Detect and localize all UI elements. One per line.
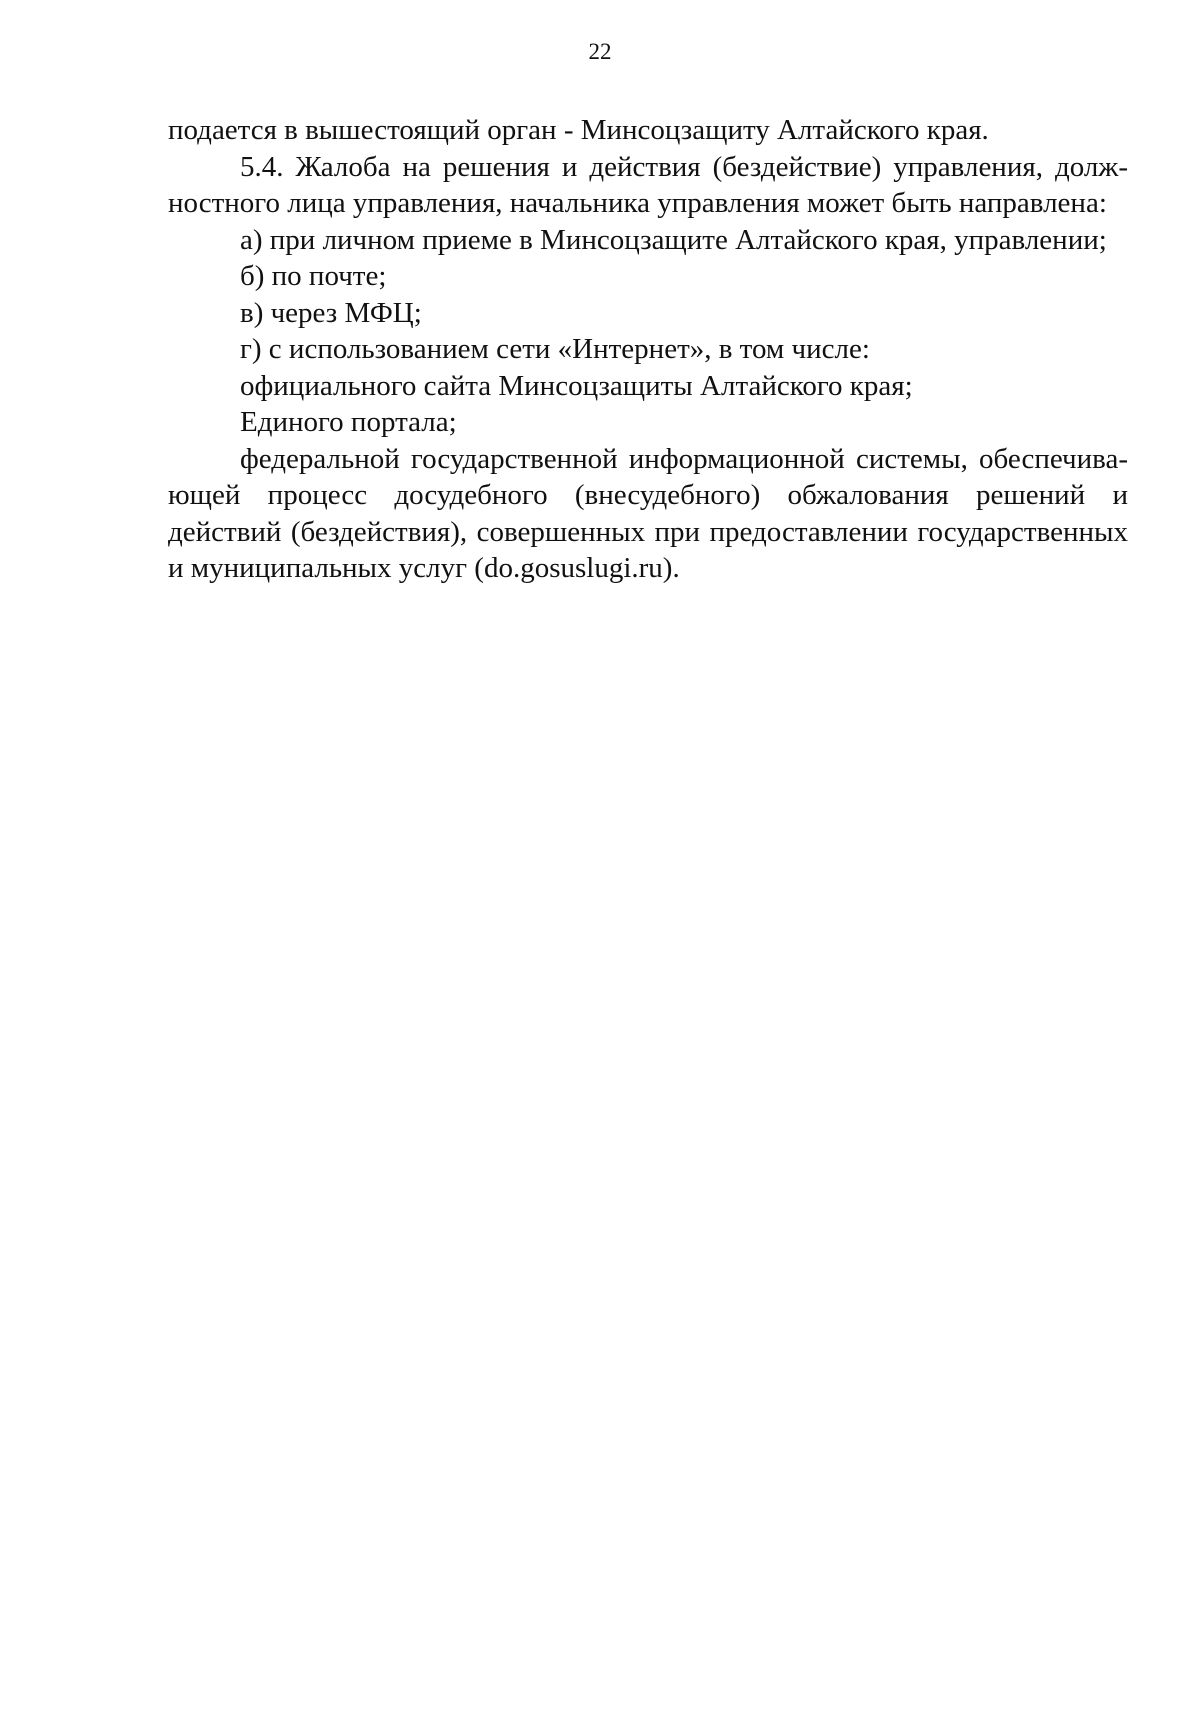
sub-item-federal-system: федеральной государственной информационной системы, обеспечивающей процесс досудебного (внесудебного) обжалования решений и действий (бездействия), совершенных при предоставлении государственных и муниципальных услуг (do.gosuslugi.ru).: [168, 442, 1128, 584]
paragraph-continuation: подается в вышестоящий орган - Минсоцзащиту Алтайского края.: [168, 114, 989, 146]
list-item-b: б) по почте;: [240, 260, 387, 292]
paragraph-5-4: 5.4. Жалоба на решения и действия (бездействие) управления, должностного лица управления, начальника управления может быть направлена:: [168, 150, 1128, 219]
page-number: 22: [588, 39, 612, 64]
sub-item-official-site: официального сайта Минсоцзащиты Алтайского края;: [240, 369, 913, 402]
list-item-v: в) через МФЦ;: [240, 296, 422, 329]
list-item-a: а) при личном приеме в Минсоцзащите Алтайского края, управлении;: [240, 223, 1107, 256]
sub-item-unified-portal: Единого портала;: [240, 406, 457, 438]
document-body: [168, 112, 1128, 587]
list-item-g: г) с использованием сети «Интернет», в том числе:: [240, 333, 870, 365]
